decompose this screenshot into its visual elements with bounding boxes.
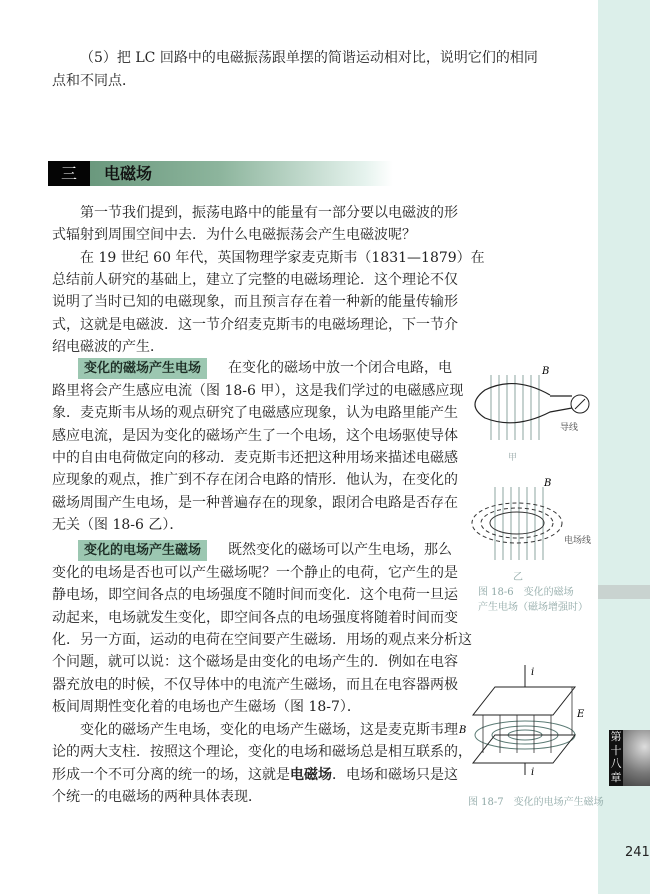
paragraph-line: 在变化的磁场中放一个闭合电路，电 (228, 360, 452, 376)
figure-caption: 图 18-6 变化的磁场 (478, 587, 574, 598)
paragraph-line: 论的两大支柱．按照这个理论，变化的电场和磁场总是相互联系的， (52, 744, 472, 760)
chapter-tab: 第十八章 (609, 730, 623, 786)
figure-caption: 产生电场（磁场增强时） (478, 602, 588, 613)
paragraph-line: 象．麦克斯韦从场的观点研究了电磁感应现象，认为电路里能产生 (52, 405, 458, 421)
section-header (48, 161, 393, 186)
label-B2: B (544, 478, 552, 489)
paragraph-line: 式，这就是电磁波．这一节介绍麦克斯韦的电磁场理论，下一节介 (52, 317, 458, 333)
chapter-photo (623, 730, 650, 786)
page-number: 241 (625, 845, 650, 860)
label-E: E (577, 709, 585, 720)
paragraph-line: 既然变化的磁场可以产生电场，那么 (228, 542, 452, 558)
paragraph-line: 化．另一方面，运动的电荷在空间要产生磁场．用场的观点来分析这 (52, 632, 472, 648)
label-B: B (459, 725, 467, 736)
label-field-lines: 电场线 (564, 536, 592, 546)
section-number: 三 (48, 161, 90, 186)
paragraph-line: 静电场，即空间各点的电场强度不随时间而变化．这个电荷一旦运 (52, 587, 458, 603)
figure-18-7-diagram (455, 665, 595, 775)
paragraph-line: 说明了当时已知的电磁现象，而且预言存在着一种新的能量传输形 (52, 294, 458, 310)
label-B: B (542, 366, 550, 377)
label-a: 甲 (508, 453, 518, 463)
paragraph-line (52, 764, 458, 786)
wire-loop (475, 384, 572, 423)
paragraph-line: 绍电磁波的产生． (52, 339, 164, 355)
exercise-line: 点和不同点． (52, 73, 136, 89)
paragraph-line: 中的自由电荷做定向的移动．麦克斯韦还把这种用场来描述电磁感 (52, 450, 458, 466)
term-electromagnetic-field: 电磁场 (290, 767, 332, 783)
paragraph-line: 第一节我们提到，振荡电路中的能量有一部分要以电磁波的形 (80, 205, 458, 221)
paragraph-line: 应现象的观点，推广到不存在闭合电路的情形．他认为，在变化的 (52, 472, 458, 488)
text: ．电场和磁场只是这 (332, 767, 458, 783)
highlight-label: 变化的电场产生磁场 (78, 540, 207, 561)
text: 形成一个不可分离的统一的场，这就是 (52, 767, 290, 783)
paragraph-line: 在 19 世纪 60 年代，英国物理学家麦克斯韦（1831—1879）在 (80, 250, 485, 266)
label-wire: 导线 (560, 423, 579, 433)
paragraph-line: 无关（图 18-6 乙）． (52, 517, 184, 533)
section-title: 电磁场 (104, 164, 153, 183)
label-i-top: i (531, 667, 535, 678)
paragraph-line: 个问题，就可以说：这个磁场是由变化的电场产生的．例如在电容 (52, 654, 458, 670)
paragraph-line: 板间周期性变化着的电场也产生磁场（图 18-7）． (52, 699, 361, 715)
paragraph-line: 器充放电的时候，不仅导体中的电流产生磁场，而且在电容器两极 (52, 677, 458, 693)
paragraph-line: 式辐射到周围空间中去．为什么电磁振荡会产生电磁波呢？ (52, 227, 416, 243)
paragraph-line: 磁场周围产生电场，是一种普遍存在的现象，跟闭合电路是否存在 (52, 495, 458, 511)
paragraph-line: 变化的磁场产生电场，变化的电场产生磁场，这是麦克斯韦理 (80, 722, 458, 738)
highlight-label: 变化的磁场产生电场 (78, 358, 207, 379)
top-plate (473, 687, 575, 715)
paragraph-line: 总结前人研究的基础上，建立了完整的电磁场理论．这个理论不仅 (52, 272, 458, 288)
figure-18-6-diagram (460, 360, 600, 560)
label-b: 乙 (513, 572, 523, 583)
paragraph-line: 路里将会产生感应电流（图 18-6 甲），这是我们学过的电磁感应现 (52, 383, 464, 399)
margin-band (598, 585, 650, 599)
figure-caption: 图 18-7 变化的电场产生磁场 (468, 797, 604, 808)
paragraph-line: 感应电流，是因为变化的磁场产生了一个电场，这个电场驱使导体 (52, 428, 458, 444)
label-i-bottom: i (531, 767, 535, 775)
electric-field-lines (472, 503, 562, 543)
paragraph-line: 动起来，电场就发生变化，即空间各点的电场强度将随着时间而变 (52, 610, 458, 626)
paragraph-line: 变化的电场是否也可以产生磁场呢？一个静止的电荷，它产生的是 (52, 565, 458, 581)
paragraph-line: 个统一的电磁场的两种具体表现． (52, 789, 262, 805)
magnetic-field-lines-b (495, 487, 543, 560)
exercise-line: （5）把 LC 回路中的电磁振荡跟单摆的简谐运动相对比，说明它们的相同 (80, 50, 538, 66)
